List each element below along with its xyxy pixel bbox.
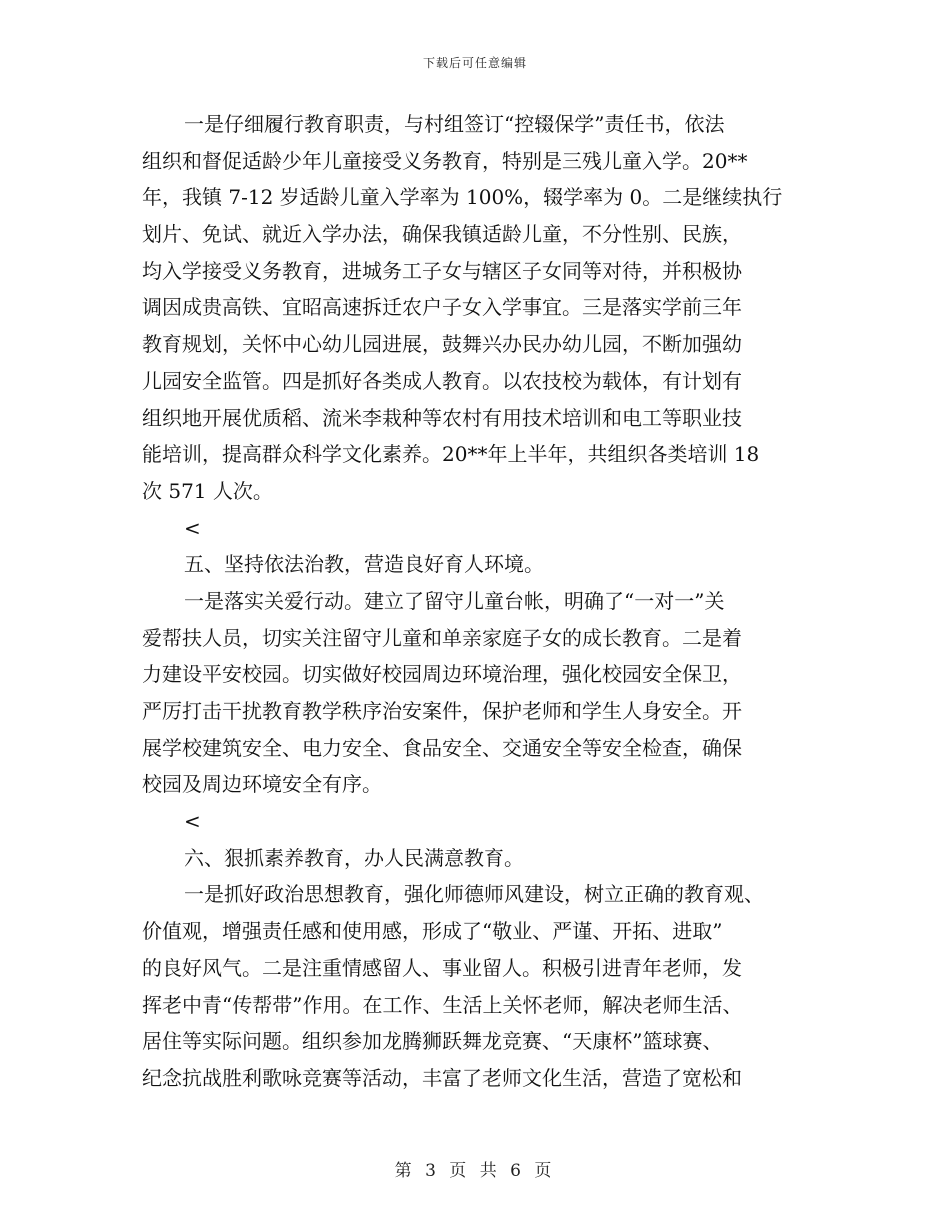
text-line: 组织地开展优质稻、流米李栽种等农村有用技术培训和电工等职业技 [142,405,742,430]
text-line: 价值观，增强责任感和使用感，形成了“敬业、严谨、开拓、进取” [142,919,723,944]
text-line: 严厉打击干扰教育教学秩序治安案件，保护老师和学生人身安全。开 [142,699,742,723]
text-block [142,106,802,1097]
separator-mark: < [184,809,201,834]
page-header: 下载后可任意编辑 [422,56,527,70]
separator-mark: < [184,515,201,540]
text-line: 爱帮扶人员，切实关注留守儿童和单亲家庭子女的成长教育。二是着 [142,625,742,650]
document-body [142,106,802,1097]
text-line: 次 571 人次。 [142,478,273,503]
text-line: 一是抓好政治思想教育，强化师德师风建设，树立正确的教育观、 [184,882,764,907]
section-heading: 五、坚持依法治教，营造良好育人环境。 [184,552,544,577]
text-line: 一是落实关爱行动。建立了留守儿童台帐，明确了“一对一”关 [184,588,725,613]
text-line: 年，我镇 7-12 岁适龄儿童入学率为 100%，辍学率为 0。二是继续执行 [142,185,783,210]
text-line: 教育规划，关怀中心幼儿园进展，鼓舞兴办民办幼儿园，不断加强幼 [142,332,742,357]
text-line: 一是仔细履行教育职责，与村组签订“控辍保学”责任书，依法 [184,112,725,136]
text-line: 的良好风气。二是注重情感留人、事业留人。积极引进青年老师，发 [142,955,742,980]
text-line: 划片、免试、就近入学办法，确保我镇适龄儿童，不分性别、民族， [142,222,742,247]
text-line: 儿园安全监管。四是抓好各类成人教育。以农技校为载体，有计划有 [142,368,742,393]
text-line: 展学校建筑安全、电力安全、食品安全、交通安全等安全检查，确保 [142,735,742,760]
text-line: 均入学接受义务教育，进城务工子女与辖区子女同等对待，并积极协 [142,258,742,283]
text-line: 纪念抗战胜利歌咏竞赛等活动，丰富了老师文化生活，营造了宽松和 [142,1065,742,1090]
text-line: 调因成贵高铁、宜昭高速拆迁农户子女入学事宜。三是落实学前三年 [142,295,742,320]
text-line: 居住等实际问题。组织参加龙腾狮跃舞龙竞赛、“天康杯”篮球赛、 [142,1029,723,1054]
text-line: 校园及周边环境安全有序。 [142,772,382,797]
text-line: 挥老中青“传帮带”作用。在工作、生活上关怀老师，解决老师生活、 [142,992,743,1017]
text-line: 力建设平安校园。切实做好校园周边环境治理，强化校园安全保卫， [142,662,742,687]
text-line: 能培训，提高群众科学文化素养。20**年上半年，共组织各类培训 18 [142,442,760,467]
section-heading: 六、狠抓素养教育，办人民满意教育。 [184,845,524,870]
page-footer: 第 3 页 共 6 页 [394,1161,556,1181]
text-line: 组织和督促适龄少年儿童接受义务教育，特别是三残儿童入学。20** [142,148,748,173]
